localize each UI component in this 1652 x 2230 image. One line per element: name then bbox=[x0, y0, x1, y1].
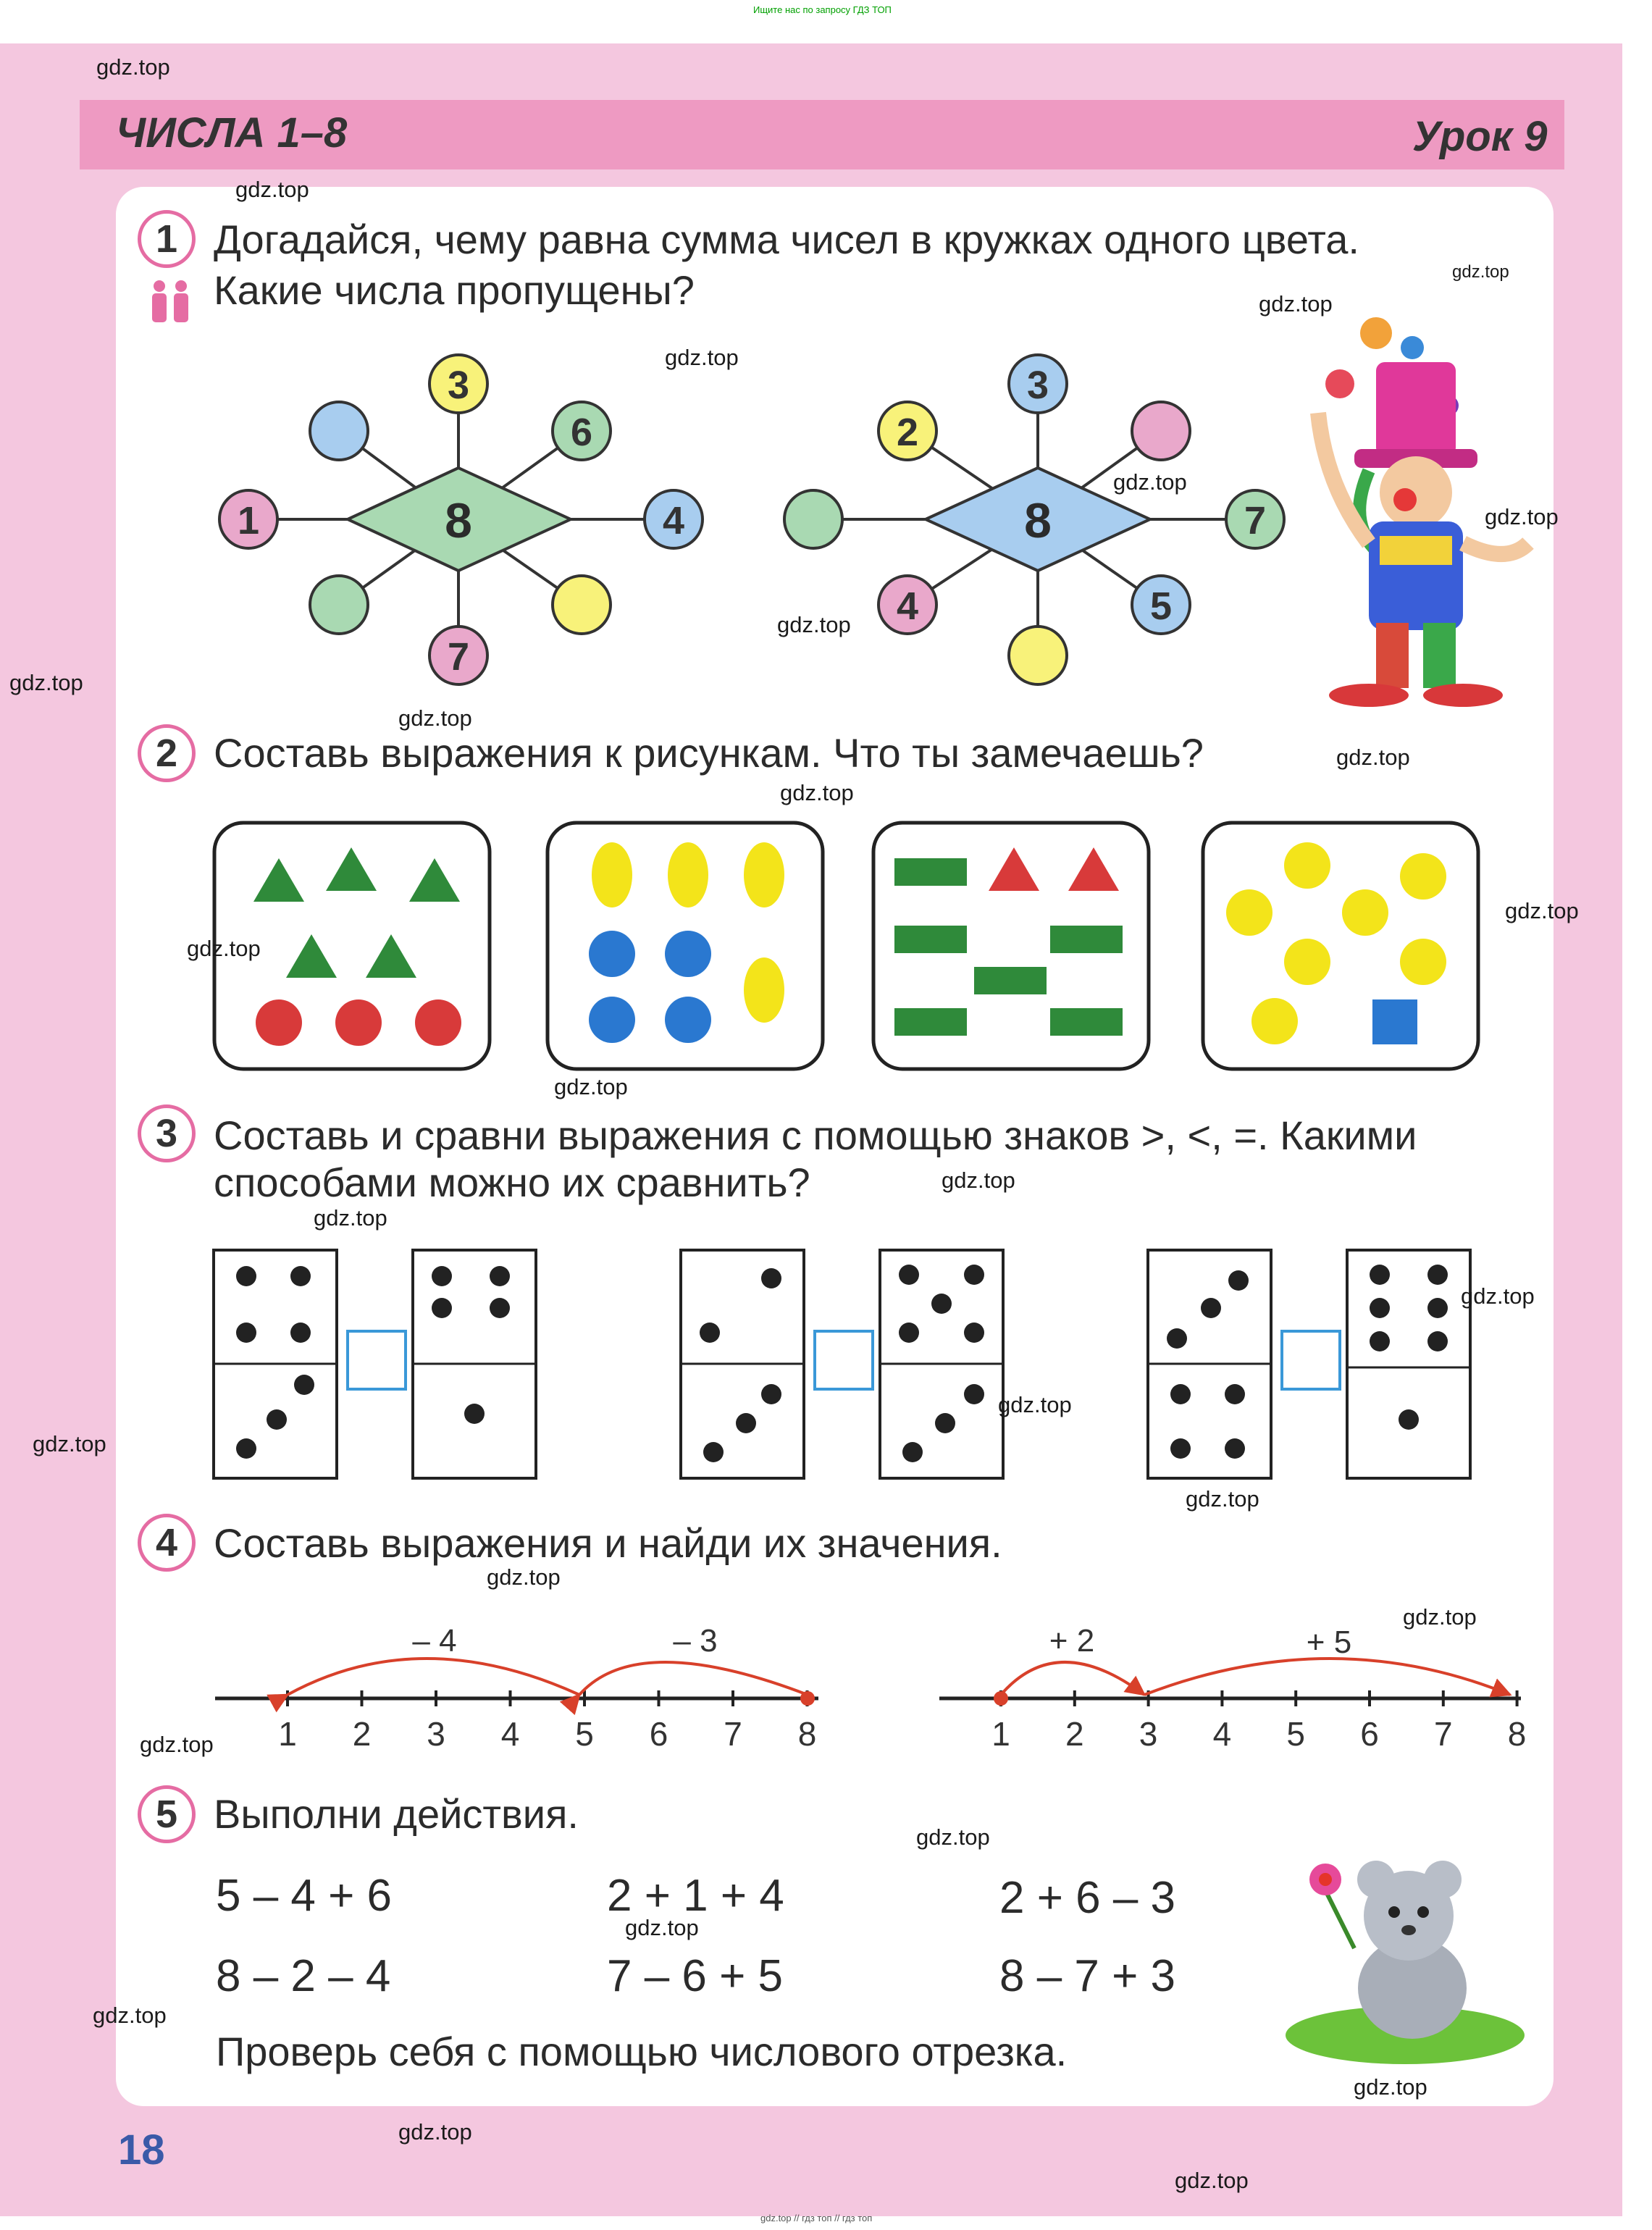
jump-label: – 4 bbox=[412, 1623, 457, 1659]
tick-label: 7 bbox=[1434, 1715, 1453, 1753]
tick-label: 3 bbox=[427, 1715, 445, 1753]
picture-box-3 bbox=[873, 823, 1149, 1069]
watermark: gdz.top bbox=[140, 1732, 214, 1757]
watermark: gdz.top bbox=[554, 1074, 628, 1099]
shape-pictures bbox=[210, 818, 1485, 1079]
jump-label: + 5 bbox=[1306, 1625, 1352, 1660]
star-diagram-2 bbox=[784, 355, 1284, 684]
task-text: Составь выражения к рисункам. Что ты замечаешь? bbox=[214, 730, 1204, 776]
watermark: gdz.top bbox=[398, 2119, 472, 2145]
watermark: gdz.top bbox=[665, 345, 739, 370]
number-lines bbox=[203, 1601, 1550, 1767]
picture-box-4 bbox=[1203, 823, 1478, 1069]
star-diagram-1 bbox=[219, 355, 703, 684]
star-circle-pink bbox=[1132, 402, 1190, 460]
compare-box bbox=[815, 1331, 873, 1389]
star-label: 7 bbox=[1244, 499, 1267, 542]
task-number: 5 bbox=[138, 1785, 196, 1843]
watermark: gdz.top bbox=[314, 1205, 387, 1231]
task-text: Какие числа пропущены? bbox=[214, 267, 695, 313]
watermark: gdz.top bbox=[1259, 291, 1333, 317]
watermark: gdz.top bbox=[1354, 2074, 1427, 2100]
number-line-2 bbox=[939, 1623, 1526, 1753]
expression: 5 – 4 + 6 bbox=[216, 1871, 393, 1921]
star-circle-blue bbox=[310, 402, 368, 460]
star-circle-green bbox=[784, 490, 842, 548]
task-text: способами можно их сравнить? bbox=[214, 1160, 810, 1205]
watermark: gdz.top bbox=[780, 780, 854, 805]
watermark: gdz.top bbox=[998, 1392, 1072, 1417]
tick-label: 1 bbox=[278, 1715, 297, 1753]
star-center: 8 bbox=[445, 493, 472, 548]
watermark: gdz.top bbox=[96, 54, 170, 80]
star-circle-yellow bbox=[1009, 626, 1067, 684]
expression: 7 – 6 + 5 bbox=[607, 1951, 784, 2001]
number-line-1 bbox=[215, 1623, 818, 1753]
task-text: Догадайся, чему равна сумма чисел в кружках одного цвета. bbox=[214, 217, 1359, 262]
star-label: 3 bbox=[447, 364, 470, 407]
watermark: gdz.top bbox=[235, 177, 309, 202]
picture-box-2 bbox=[548, 823, 823, 1069]
task-text: Составь и сравни выражения с помощью знаков >, <, =. Какими bbox=[214, 1112, 1417, 1158]
watermark: gdz.top bbox=[625, 1915, 699, 1940]
watermark: gdz.top bbox=[1336, 745, 1410, 770]
tick-label: 4 bbox=[1212, 1715, 1232, 1753]
star-label: 4 bbox=[662, 499, 685, 542]
star-label: 7 bbox=[447, 635, 470, 679]
watermark: gdz.top bbox=[1461, 1283, 1535, 1309]
jump-label: – 3 bbox=[673, 1623, 718, 1659]
watermark: gdz.top bbox=[1505, 898, 1579, 923]
top-note: Ищите нас по запросу ГДЗ ТОП bbox=[753, 4, 892, 15]
expression: 8 – 2 – 4 bbox=[216, 1951, 391, 2001]
unit-title: ЧИСЛА 1–8 bbox=[116, 109, 348, 156]
star-label: 1 bbox=[237, 499, 260, 542]
mouse-with-flower-illustration bbox=[1260, 1825, 1528, 2071]
bottom-note: gdz.top // гдз топ // гдз топ bbox=[760, 2213, 873, 2223]
watermark: gdz.top bbox=[487, 1564, 561, 1590]
tick-label: 2 bbox=[352, 1715, 372, 1753]
compare-box bbox=[348, 1331, 406, 1389]
tick-label: 3 bbox=[1139, 1715, 1158, 1753]
star-label: 5 bbox=[1149, 584, 1173, 628]
domino-pair-2 bbox=[681, 1250, 1003, 1478]
expression: 2 + 6 – 3 bbox=[999, 1873, 1176, 1923]
star-label: 3 bbox=[1026, 364, 1049, 407]
watermark: gdz.top bbox=[1186, 1486, 1259, 1512]
expression: 2 + 1 + 4 bbox=[607, 1871, 784, 1921]
domino-pair-1 bbox=[214, 1250, 536, 1478]
tick-label: 6 bbox=[1360, 1715, 1379, 1753]
tick-label: 5 bbox=[575, 1715, 594, 1753]
watermark: gdz.top bbox=[1113, 469, 1187, 495]
tick-label: 4 bbox=[500, 1715, 520, 1753]
compare-box bbox=[1282, 1331, 1340, 1389]
watermark: gdz.top bbox=[9, 670, 83, 695]
tick-label: 1 bbox=[991, 1715, 1010, 1753]
tick-label: 8 bbox=[1507, 1715, 1527, 1753]
task-number: 2 bbox=[138, 724, 196, 782]
star-center: 8 bbox=[1024, 493, 1052, 548]
star-circle-green bbox=[310, 576, 368, 634]
watermark: gdz.top bbox=[916, 1824, 990, 1850]
pair-work-icon bbox=[145, 279, 196, 326]
watermark: gdz.top bbox=[1403, 1604, 1477, 1630]
jump-label: + 2 bbox=[1049, 1623, 1095, 1659]
task-text: Выполни действия. bbox=[214, 1791, 579, 1837]
domino-comparisons bbox=[210, 1246, 1485, 1485]
domino-pair-3 bbox=[1148, 1250, 1470, 1478]
watermark: gdz.top bbox=[33, 1431, 106, 1456]
task-number: 4 bbox=[138, 1514, 196, 1572]
task-text: Составь выражения и найди их значения. bbox=[214, 1520, 1002, 1566]
watermark: gdz.top bbox=[398, 705, 472, 731]
watermark: gdz.top bbox=[187, 936, 261, 961]
tick-label: 7 bbox=[724, 1715, 742, 1753]
lesson-label: Урок 9 bbox=[1412, 113, 1548, 160]
star-circle-yellow bbox=[553, 576, 611, 634]
page-number: 18 bbox=[118, 2126, 165, 2174]
watermark: gdz.top bbox=[1175, 2168, 1249, 2193]
task-footer: Проверь себя с помощью числового отрезка. bbox=[216, 2029, 1068, 2074]
task-number: 1 bbox=[138, 210, 196, 268]
watermark: gdz.top bbox=[1485, 504, 1559, 529]
star-label: 2 bbox=[896, 411, 919, 454]
tick-label: 5 bbox=[1286, 1715, 1305, 1753]
watermark: gdz.top bbox=[942, 1168, 1015, 1193]
watermark: gdz.top bbox=[93, 2003, 167, 2028]
watermark: gdz.top bbox=[777, 612, 851, 637]
expression: 8 – 7 + 3 bbox=[999, 1951, 1176, 2001]
tick-label: 8 bbox=[797, 1715, 817, 1753]
star-label: 6 bbox=[570, 411, 593, 454]
watermark: gdz.top bbox=[1452, 262, 1509, 282]
star-label: 4 bbox=[896, 584, 919, 628]
tick-label: 2 bbox=[1065, 1715, 1084, 1753]
star-diagrams bbox=[203, 340, 1304, 695]
task-number: 3 bbox=[138, 1104, 196, 1162]
tick-label: 6 bbox=[649, 1715, 668, 1753]
